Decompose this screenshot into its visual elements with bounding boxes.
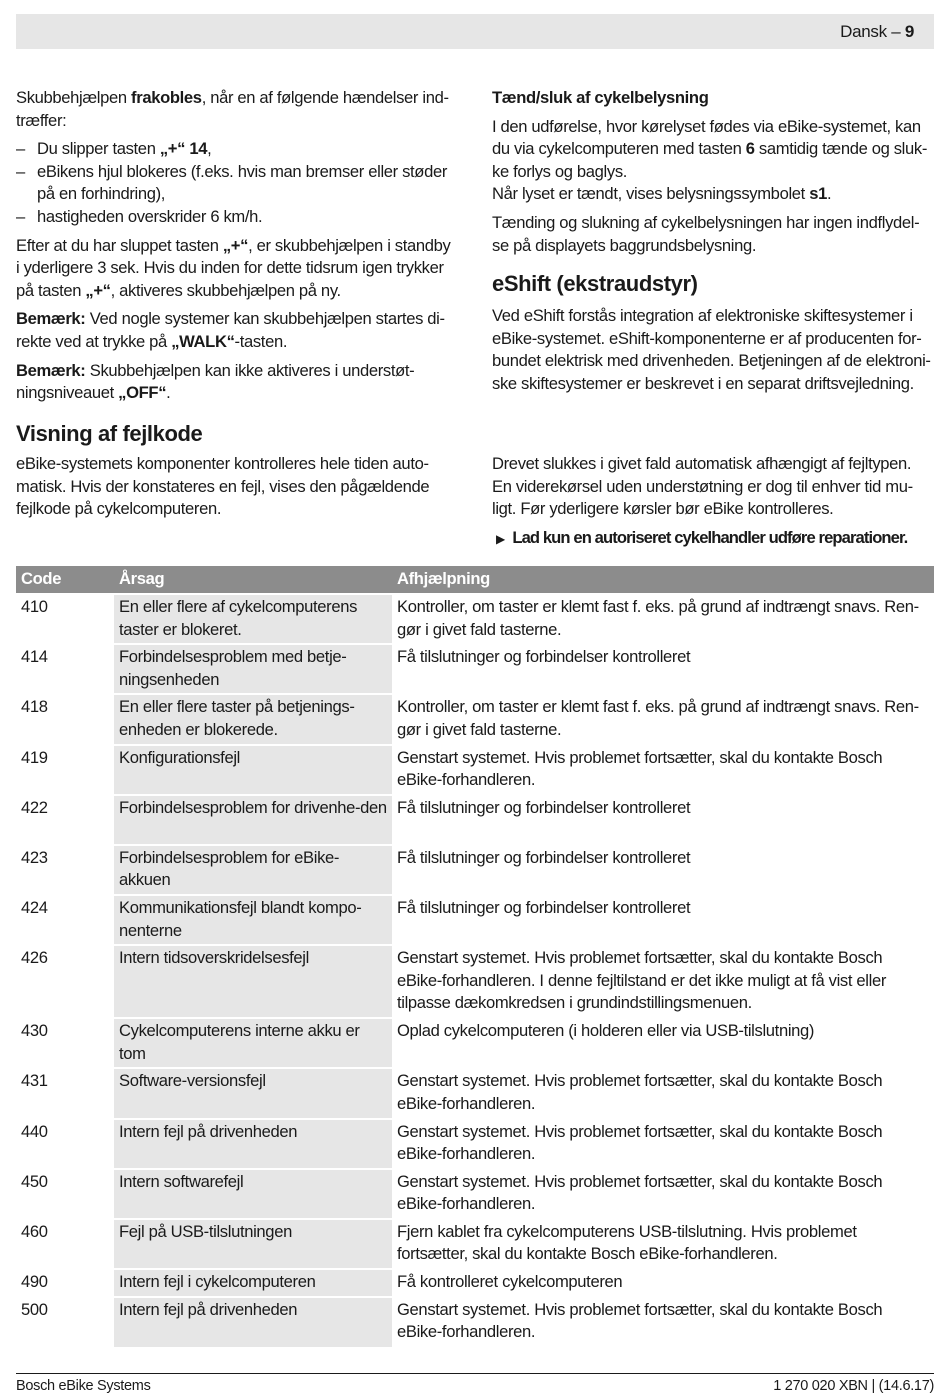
error-fix: Få tilslutninger og forbindelser kontrolleret (392, 845, 934, 895)
error-cause: Fejl på USB-tilslutningen (114, 1219, 392, 1269)
table-row (16, 1219, 934, 1269)
header-cause: Årsag (114, 566, 392, 594)
table-row (16, 895, 934, 945)
table-row (16, 1297, 934, 1347)
error-fix: Få tilslutninger og forbindelser kontrolleret (392, 644, 934, 694)
error-cause: Forbindelsesproblem for drivenhe-den (114, 795, 392, 845)
error-fix: Genstart systemet. Hvis problemet fortsætter, skal du kontakte Bosch eBike-forhandleren. I denne fejltilstand er det ikke muligt at få vist eller tilpasse dækomkredsen i grundindstillingsmenuen. (392, 945, 934, 1018)
section-left (16, 421, 458, 527)
paragraph-disengage: Skubbehjælpen frakobles, når en af følgende hændelser ind-træffer: (16, 88, 449, 130)
error-code-table (16, 566, 934, 1347)
error-code: 423 (16, 845, 114, 895)
error-cause: Software-versionsfejl (114, 1068, 392, 1118)
error-fix: Genstart systemet. Hvis problemet fortsætter, skal du kontakte Bosch eBike-forhandleren. (392, 1119, 934, 1169)
list-item: – Du slipper tasten „+“ 14, (16, 138, 458, 161)
error-code: 431 (16, 1068, 114, 1118)
note-off: Bemærk: Skubbehjælpen kan ikke aktiveres i understøt-ningsniveauet „OFF“. (16, 360, 415, 403)
error-cause: Intern tidsoverskridelsesfejl (114, 945, 392, 1018)
error-cause: Intern fejl på drivenheden (114, 1119, 392, 1169)
page-number: 9 (904, 22, 914, 41)
header-code: Code (16, 566, 114, 594)
error-code: 440 (16, 1119, 114, 1169)
error-fix: Fjern kablet fra cykelcomputerens USB-tilslutning. Hvis problemet fortsætter, skal du kontakte Bosch eBike-forhandleren. (392, 1219, 934, 1269)
error-cause: En eller flere af cykelcomputerens taster er blokeret. (114, 594, 392, 644)
dash-marker: – (16, 139, 25, 159)
paragraph-error-check: eBike-systemets komponenter kontrolleres hele tiden auto-matisk. Hvis der konstateres en fejl, vises den pågældende fejlkode på cykelcomputeren. (16, 454, 430, 519)
error-cause: Forbindelsesproblem med betje-ningsenheden (114, 644, 392, 694)
error-code: 500 (16, 1297, 114, 1347)
table-header-row (16, 566, 934, 594)
table-row (16, 594, 934, 644)
error-fix: Genstart systemet. Hvis problemet fortsætter, skal du kontakte Bosch eBike-forhandleren. (392, 1068, 934, 1118)
error-fix: Få tilslutninger og forbindelser kontrolleret (392, 795, 934, 845)
table-row (16, 1068, 934, 1118)
table-row (16, 945, 934, 1018)
table-row (16, 795, 934, 845)
header-language: Dansk (840, 22, 887, 41)
footer-docnumber: 1 270 020 XBN | (14.6.17) (773, 1378, 934, 1394)
error-cause: En eller flere taster på betjenings-enheden er blokerede. (114, 694, 392, 744)
error-code: 430 (16, 1018, 114, 1068)
error-cause: Forbindelsesproblem for eBike-akkuen (114, 845, 392, 895)
dash-marker: – (16, 161, 25, 181)
right-top-column (492, 87, 934, 402)
error-code: 414 (16, 644, 114, 694)
error-cause: Kommunikationsfejl blandt kompo-nenterne (114, 895, 392, 945)
error-fix: Få kontrolleret cykelcomputeren (392, 1269, 934, 1297)
error-cause: Cykelcomputerens interne akku er tom (114, 1018, 392, 1068)
error-code: 450 (16, 1169, 114, 1219)
paragraph-backlight: Tænding og slukning af cykelbelysningen har ingen indflydel-se på displayets baggrundsbelysning. (492, 212, 920, 255)
table-row (16, 644, 934, 694)
page-header (16, 14, 934, 49)
section-title: Visning af fejlkode (16, 421, 203, 446)
error-code: 410 (16, 594, 114, 644)
error-fix: Kontroller, om taster er klemt fast f. eks. på grund af indtrængt snavs. Ren-gør i givet fald tasterne. (392, 694, 934, 744)
error-fix: Oplad cykelcomputeren (i holderen eller via USB-tilslutning) (392, 1018, 934, 1068)
paragraph-drive-off: Drevet slukkes i givet fald automatisk afhængigt af fejltypen. En viderekørsel uden understøtning er dog til enhver tid mu-ligt. Før yderligere kørsler bør eBike kontrolleres. (492, 454, 913, 519)
triangle-bullet-icon: ▶ (496, 531, 505, 546)
table-row (16, 1269, 934, 1297)
section-right (492, 453, 934, 556)
error-cause: Intern fejl i cykelcomputeren (114, 1269, 392, 1297)
error-code: 418 (16, 694, 114, 744)
error-fix: Få tilslutninger og forbindelser kontrolleret (392, 895, 934, 945)
header-fix: Afhjælpning (392, 566, 934, 594)
paragraph-eshift: Ved eShift forstås integration af elektroniske skiftesystemer i eBike-systemet. eShift-komponenterne er af producenten for-bundet elektrisk med drivenheden. Betjeningen af de elektroni-ske skiftesystemer er beskrevet i en separat driftsvejledning. (492, 306, 931, 393)
repair-notice: ▶ Lad kun en autoriseret cykelhandler udføre reparationer. (496, 527, 908, 547)
error-code: 422 (16, 795, 114, 845)
table-row (16, 1169, 934, 1219)
error-code: 460 (16, 1219, 114, 1269)
error-cause: Intern fejl på drivenheden (114, 1297, 392, 1347)
left-top-column (16, 87, 458, 411)
footer-divider (16, 1373, 934, 1374)
note-walk: Bemærk: Ved nogle systemer kan skubbehjælpen startes di-rekte ved at trykke på „WALK“-tasten. (16, 309, 445, 351)
list-item: – eBikens hjul blokeres (f.eks. hvis man bremser eller støder på en forhindring), (16, 161, 448, 204)
error-cause: Konfigurationsfejl (114, 745, 392, 795)
error-code: 424 (16, 895, 114, 945)
paragraph-standby: Efter at du har sluppet tasten „+“, er skubbehjælpen i standby i yderligere 3 sek. Hvis du inden for dette tidsrum igen trykker på tasten „+“, aktiveres skubbehjælpen på ny. (16, 235, 451, 300)
table-row (16, 745, 934, 795)
paragraph-lighting-symbol: Når lyset er tændt, vises belysningssymbolet s1. (492, 184, 832, 204)
dash-marker: – (16, 206, 25, 226)
table-row (16, 1018, 934, 1068)
error-fix: Genstart systemet. Hvis problemet fortsætter, skal du kontakte Bosch eBike-forhandleren. (392, 1169, 934, 1219)
error-cause: Intern softwarefejl (114, 1169, 392, 1219)
error-fix: Genstart systemet. Hvis problemet fortsætter, skal du kontakte Bosch eBike-forhandleren. (392, 745, 934, 795)
lighting-heading: Tænd/sluk af cykelbelysning (492, 88, 709, 107)
list-item: – hastigheden overskrider 6 km/h. (16, 206, 458, 229)
error-fix: Kontroller, om taster er klemt fast f. eks. på grund af indtrængt snavs. Ren-gør i givet fald tasterne. (392, 594, 934, 644)
eshift-heading: eShift (ekstraudstyr) (492, 271, 698, 297)
table-row (16, 694, 934, 744)
error-code: 426 (16, 945, 114, 1018)
condition-list (16, 138, 458, 228)
header-separator: – (886, 22, 905, 41)
error-fix: Genstart systemet. Hvis problemet fortsætter, skal du kontakte Bosch eBike-forhandleren. (392, 1297, 934, 1347)
error-code: 490 (16, 1269, 114, 1297)
footer-brand: Bosch eBike Systems (16, 1378, 151, 1394)
table-row (16, 845, 934, 895)
table-row (16, 1119, 934, 1169)
paragraph-lighting: I den udførelse, hvor kørelyset fødes via eBike-systemet, kan du via cykelcomputeren med tasten 6 samtidig tænde og sluk-ke forlys og baglys. (492, 116, 928, 181)
error-code: 419 (16, 745, 114, 795)
